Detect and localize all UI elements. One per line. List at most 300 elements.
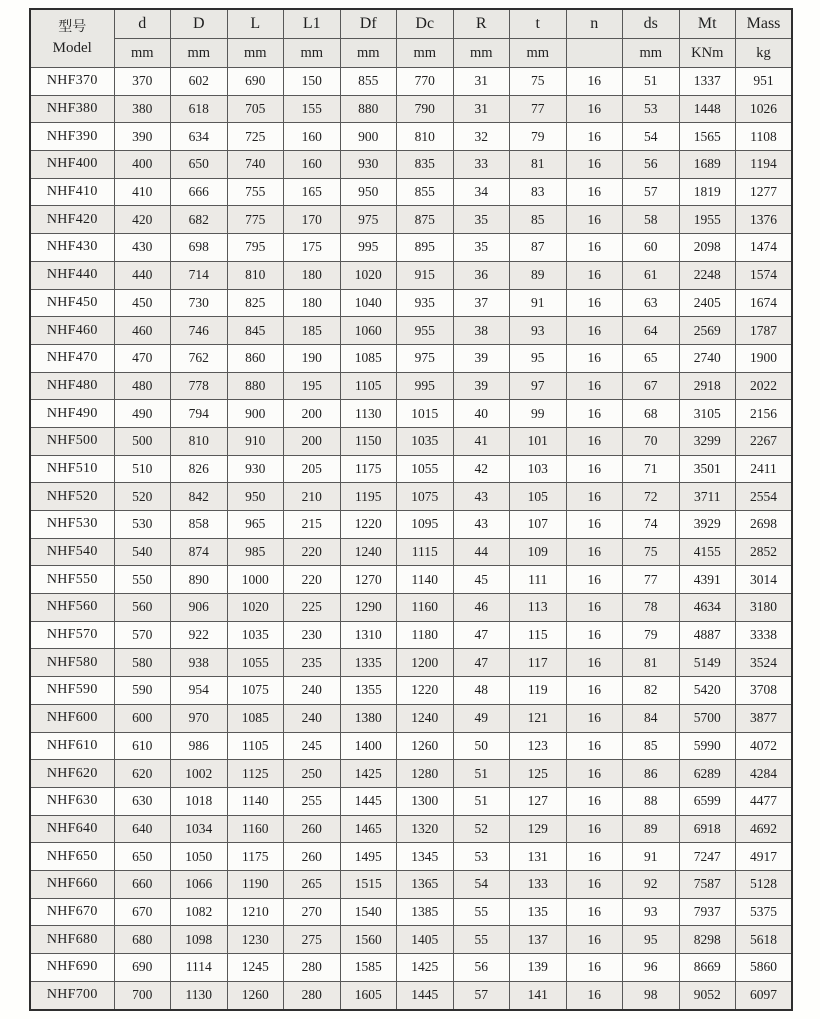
value-cell: 75	[510, 68, 567, 96]
value-cell: 40	[453, 400, 510, 428]
value-cell: 1140	[397, 566, 454, 594]
value-cell: 1674	[736, 289, 793, 317]
value-cell: 81	[510, 151, 567, 179]
value-cell: 205	[284, 455, 341, 483]
value-cell: 935	[397, 289, 454, 317]
value-cell: 96	[623, 954, 680, 982]
model-cell: NHF520	[30, 483, 114, 511]
value-cell: 127	[510, 787, 567, 815]
value-cell: 986	[171, 732, 228, 760]
value-cell: 1405	[397, 926, 454, 954]
value-cell: 57	[623, 178, 680, 206]
table-row	[30, 151, 792, 179]
table-row	[30, 704, 792, 732]
value-cell: 1355	[340, 677, 397, 705]
value-cell: 1380	[340, 704, 397, 732]
value-cell: 53	[453, 843, 510, 871]
value-cell: 16	[566, 621, 623, 649]
value-cell: 31	[453, 68, 510, 96]
value-cell: 185	[284, 317, 341, 345]
value-cell: 1260	[227, 981, 284, 1010]
value-cell: 1194	[736, 151, 793, 179]
value-cell: 880	[227, 372, 284, 400]
value-cell: 1180	[397, 621, 454, 649]
value-cell: 210	[284, 483, 341, 511]
value-cell: 825	[227, 289, 284, 317]
table-row	[30, 843, 792, 871]
value-cell: 31	[453, 95, 510, 123]
value-cell: 1200	[397, 649, 454, 677]
value-cell: 5860	[736, 954, 793, 982]
value-cell: 2248	[679, 261, 736, 289]
value-cell: 930	[227, 455, 284, 483]
value-cell: 38	[453, 317, 510, 345]
value-cell: 1335	[340, 649, 397, 677]
value-cell: 930	[340, 151, 397, 179]
model-cell: NHF540	[30, 538, 114, 566]
value-cell: 730	[171, 289, 228, 317]
value-cell: 845	[227, 317, 284, 345]
value-cell: 510	[114, 455, 171, 483]
value-cell: 1290	[340, 594, 397, 622]
value-cell: 84	[623, 704, 680, 732]
table-row	[30, 123, 792, 151]
value-cell: 1574	[736, 261, 793, 289]
value-cell: 139	[510, 954, 567, 982]
value-cell: 39	[453, 372, 510, 400]
model-cell: NHF600	[30, 704, 114, 732]
value-cell: 55	[453, 926, 510, 954]
value-cell: 1955	[679, 206, 736, 234]
value-cell: 98	[623, 981, 680, 1010]
value-cell: 746	[171, 317, 228, 345]
value-cell: 91	[623, 843, 680, 871]
value-cell: 77	[623, 566, 680, 594]
value-cell: 33	[453, 151, 510, 179]
value-cell: 95	[510, 344, 567, 372]
column-header-ds: ds	[623, 9, 680, 39]
value-cell: 155	[284, 95, 341, 123]
value-cell: 7247	[679, 843, 736, 871]
value-cell: 103	[510, 455, 567, 483]
model-cell: NHF410	[30, 178, 114, 206]
value-cell: 141	[510, 981, 567, 1010]
value-cell: 880	[340, 95, 397, 123]
value-cell: 91	[510, 289, 567, 317]
value-cell: 16	[566, 981, 623, 1010]
value-cell: 16	[566, 178, 623, 206]
value-cell: 985	[227, 538, 284, 566]
value-cell: 125	[510, 760, 567, 788]
value-cell: 3708	[736, 677, 793, 705]
value-cell: 3711	[679, 483, 736, 511]
value-cell: 1585	[340, 954, 397, 982]
value-cell: 16	[566, 815, 623, 843]
table-row	[30, 234, 792, 262]
model-cell: NHF370	[30, 68, 114, 96]
value-cell: 440	[114, 261, 171, 289]
value-cell: 906	[171, 594, 228, 622]
value-cell: 119	[510, 677, 567, 705]
value-cell: 113	[510, 594, 567, 622]
value-cell: 255	[284, 787, 341, 815]
table-row	[30, 981, 792, 1010]
table-row	[30, 95, 792, 123]
value-cell: 3877	[736, 704, 793, 732]
value-cell: 1020	[227, 594, 284, 622]
value-cell: 52	[453, 815, 510, 843]
value-cell: 634	[171, 123, 228, 151]
value-cell: 3180	[736, 594, 793, 622]
table-row	[30, 344, 792, 372]
table-row	[30, 483, 792, 511]
model-header-cell	[30, 9, 114, 68]
value-cell: 150	[284, 68, 341, 96]
value-cell: 57	[453, 981, 510, 1010]
value-cell: 3014	[736, 566, 793, 594]
value-cell: 1365	[397, 870, 454, 898]
table-header	[30, 9, 792, 68]
value-cell: 4477	[736, 787, 793, 815]
table-row	[30, 511, 792, 539]
value-cell: 1040	[340, 289, 397, 317]
value-cell: 5375	[736, 898, 793, 926]
table-row	[30, 594, 792, 622]
value-cell: 5149	[679, 649, 736, 677]
value-cell: 16	[566, 151, 623, 179]
column-unit-t: mm	[510, 39, 567, 68]
value-cell: 400	[114, 151, 171, 179]
value-cell: 200	[284, 400, 341, 428]
value-cell: 2022	[736, 372, 793, 400]
value-cell: 4634	[679, 594, 736, 622]
value-cell: 58	[623, 206, 680, 234]
value-cell: 670	[114, 898, 171, 926]
value-cell: 1270	[340, 566, 397, 594]
value-cell: 1220	[340, 511, 397, 539]
model-cell: NHF490	[30, 400, 114, 428]
column-header-l: L	[227, 9, 284, 39]
value-cell: 755	[227, 178, 284, 206]
value-cell: 480	[114, 372, 171, 400]
value-cell: 129	[510, 815, 567, 843]
value-cell: 16	[566, 289, 623, 317]
value-cell: 995	[397, 372, 454, 400]
value-cell: 1108	[736, 123, 793, 151]
value-cell: 705	[227, 95, 284, 123]
value-cell: 1445	[340, 787, 397, 815]
value-cell: 16	[566, 649, 623, 677]
value-cell: 3299	[679, 427, 736, 455]
value-cell: 16	[566, 538, 623, 566]
table-row	[30, 538, 792, 566]
value-cell: 1085	[340, 344, 397, 372]
value-cell: 79	[510, 123, 567, 151]
value-cell: 1098	[171, 926, 228, 954]
table-row	[30, 870, 792, 898]
value-cell: 1000	[227, 566, 284, 594]
value-cell: 35	[453, 234, 510, 262]
value-cell: 45	[453, 566, 510, 594]
value-cell: 650	[171, 151, 228, 179]
value-cell: 51	[453, 787, 510, 815]
value-cell: 54	[453, 870, 510, 898]
value-cell: 690	[114, 954, 171, 982]
value-cell: 67	[623, 372, 680, 400]
column-unit-mt: KNm	[679, 39, 736, 68]
value-cell: 810	[227, 261, 284, 289]
value-cell: 954	[171, 677, 228, 705]
value-cell: 3105	[679, 400, 736, 428]
value-cell: 16	[566, 870, 623, 898]
value-cell: 49	[453, 704, 510, 732]
value-cell: 16	[566, 677, 623, 705]
value-cell: 1020	[340, 261, 397, 289]
value-cell: 2852	[736, 538, 793, 566]
value-cell: 42	[453, 455, 510, 483]
value-cell: 2156	[736, 400, 793, 428]
column-header-l1: L1	[284, 9, 341, 39]
value-cell: 54	[623, 123, 680, 151]
value-cell: 1075	[397, 483, 454, 511]
value-cell: 46	[453, 594, 510, 622]
column-unit-d: mm	[114, 39, 171, 68]
value-cell: 1105	[227, 732, 284, 760]
value-cell: 32	[453, 123, 510, 151]
value-cell: 16	[566, 760, 623, 788]
value-cell: 97	[510, 372, 567, 400]
table-row	[30, 372, 792, 400]
table-row	[30, 178, 792, 206]
value-cell: 618	[171, 95, 228, 123]
value-cell: 922	[171, 621, 228, 649]
model-cell: NHF440	[30, 261, 114, 289]
value-cell: 795	[227, 234, 284, 262]
value-cell: 540	[114, 538, 171, 566]
table-body	[30, 68, 792, 1011]
column-unit-r: mm	[453, 39, 510, 68]
value-cell: 1260	[397, 732, 454, 760]
value-cell: 71	[623, 455, 680, 483]
value-cell: 180	[284, 261, 341, 289]
column-unit-df: mm	[340, 39, 397, 68]
value-cell: 602	[171, 68, 228, 96]
table-row	[30, 68, 792, 96]
value-cell: 1160	[397, 594, 454, 622]
value-cell: 3338	[736, 621, 793, 649]
model-cell: NHF590	[30, 677, 114, 705]
value-cell: 250	[284, 760, 341, 788]
value-cell: 3501	[679, 455, 736, 483]
value-cell: 1425	[397, 954, 454, 982]
value-cell: 950	[340, 178, 397, 206]
value-cell: 137	[510, 926, 567, 954]
value-cell: 101	[510, 427, 567, 455]
value-cell: 1002	[171, 760, 228, 788]
value-cell: 72	[623, 483, 680, 511]
model-cell: NHF550	[30, 566, 114, 594]
value-cell: 1035	[227, 621, 284, 649]
value-cell: 955	[397, 317, 454, 345]
table-row	[30, 206, 792, 234]
value-cell: 35	[453, 206, 510, 234]
value-cell: 16	[566, 594, 623, 622]
value-cell: 230	[284, 621, 341, 649]
value-cell: 950	[227, 483, 284, 511]
model-cell: NHF560	[30, 594, 114, 622]
value-cell: 4917	[736, 843, 793, 871]
column-unit-dc: mm	[397, 39, 454, 68]
value-cell: 39	[453, 344, 510, 372]
value-cell: 16	[566, 68, 623, 96]
column-header-d: D	[171, 9, 228, 39]
value-cell: 83	[510, 178, 567, 206]
model-cell: NHF670	[30, 898, 114, 926]
value-cell: 790	[397, 95, 454, 123]
model-cell: NHF420	[30, 206, 114, 234]
model-cell: NHF570	[30, 621, 114, 649]
model-cell: NHF380	[30, 95, 114, 123]
model-cell: NHF650	[30, 843, 114, 871]
value-cell: 778	[171, 372, 228, 400]
value-cell: 16	[566, 234, 623, 262]
value-cell: 89	[510, 261, 567, 289]
value-cell: 6918	[679, 815, 736, 843]
value-cell: 858	[171, 511, 228, 539]
value-cell: 51	[623, 68, 680, 96]
column-unit-d: mm	[171, 39, 228, 68]
column-unit-n	[566, 39, 623, 68]
value-cell: 44	[453, 538, 510, 566]
value-cell: 860	[227, 344, 284, 372]
value-cell: 1445	[397, 981, 454, 1010]
value-cell: 1085	[227, 704, 284, 732]
value-cell: 700	[114, 981, 171, 1010]
value-cell: 951	[736, 68, 793, 96]
model-cell: NHF400	[30, 151, 114, 179]
value-cell: 275	[284, 926, 341, 954]
value-cell: 5420	[679, 677, 736, 705]
value-cell: 910	[227, 427, 284, 455]
value-cell: 775	[227, 206, 284, 234]
value-cell: 8669	[679, 954, 736, 982]
value-cell: 16	[566, 400, 623, 428]
table-row	[30, 926, 792, 954]
value-cell: 1095	[397, 511, 454, 539]
value-cell: 1190	[227, 870, 284, 898]
value-cell: 5618	[736, 926, 793, 954]
value-cell: 60	[623, 234, 680, 262]
value-cell: 855	[340, 68, 397, 96]
value-cell: 1495	[340, 843, 397, 871]
value-cell: 1787	[736, 317, 793, 345]
value-cell: 16	[566, 427, 623, 455]
value-cell: 682	[171, 206, 228, 234]
model-cell: NHF680	[30, 926, 114, 954]
value-cell: 109	[510, 538, 567, 566]
value-cell: 1425	[340, 760, 397, 788]
value-cell: 105	[510, 483, 567, 511]
value-cell: 450	[114, 289, 171, 317]
value-cell: 1018	[171, 787, 228, 815]
value-cell: 1210	[227, 898, 284, 926]
value-cell: 200	[284, 427, 341, 455]
value-cell: 1115	[397, 538, 454, 566]
table-row	[30, 455, 792, 483]
column-header-d: d	[114, 9, 171, 39]
value-cell: 7937	[679, 898, 736, 926]
value-cell: 975	[397, 344, 454, 372]
value-cell: 4887	[679, 621, 736, 649]
table-row	[30, 649, 792, 677]
value-cell: 1277	[736, 178, 793, 206]
value-cell: 34	[453, 178, 510, 206]
value-cell: 770	[397, 68, 454, 96]
value-cell: 2267	[736, 427, 793, 455]
value-cell: 111	[510, 566, 567, 594]
value-cell: 16	[566, 787, 623, 815]
value-cell: 420	[114, 206, 171, 234]
value-cell: 3929	[679, 511, 736, 539]
value-cell: 280	[284, 954, 341, 982]
model-cell: NHF700	[30, 981, 114, 1010]
table-row	[30, 261, 792, 289]
column-unit-l: mm	[227, 39, 284, 68]
value-cell: 195	[284, 372, 341, 400]
value-cell: 1140	[227, 787, 284, 815]
value-cell: 86	[623, 760, 680, 788]
value-cell: 215	[284, 511, 341, 539]
value-cell: 47	[453, 621, 510, 649]
value-cell: 1240	[340, 538, 397, 566]
value-cell: 1130	[340, 400, 397, 428]
value-cell: 390	[114, 123, 171, 151]
value-cell: 3524	[736, 649, 793, 677]
value-cell: 7587	[679, 870, 736, 898]
value-cell: 1474	[736, 234, 793, 262]
value-cell: 88	[623, 787, 680, 815]
value-cell: 41	[453, 427, 510, 455]
value-cell: 874	[171, 538, 228, 566]
value-cell: 6599	[679, 787, 736, 815]
value-cell: 1075	[227, 677, 284, 705]
value-cell: 82	[623, 677, 680, 705]
value-cell: 5128	[736, 870, 793, 898]
value-cell: 1300	[397, 787, 454, 815]
value-cell: 2405	[679, 289, 736, 317]
value-cell: 640	[114, 815, 171, 843]
model-cell: NHF460	[30, 317, 114, 345]
value-cell: 133	[510, 870, 567, 898]
value-cell: 1034	[171, 815, 228, 843]
column-header-mt: Mt	[679, 9, 736, 39]
value-cell: 1245	[227, 954, 284, 982]
value-cell: 1448	[679, 95, 736, 123]
value-cell: 460	[114, 317, 171, 345]
value-cell: 56	[453, 954, 510, 982]
value-cell: 1114	[171, 954, 228, 982]
value-cell: 260	[284, 815, 341, 843]
value-cell: 16	[566, 511, 623, 539]
value-cell: 590	[114, 677, 171, 705]
value-cell: 826	[171, 455, 228, 483]
value-cell: 890	[171, 566, 228, 594]
value-cell: 16	[566, 455, 623, 483]
value-cell: 47	[453, 649, 510, 677]
value-cell: 630	[114, 787, 171, 815]
model-cell: NHF640	[30, 815, 114, 843]
value-cell: 61	[623, 261, 680, 289]
